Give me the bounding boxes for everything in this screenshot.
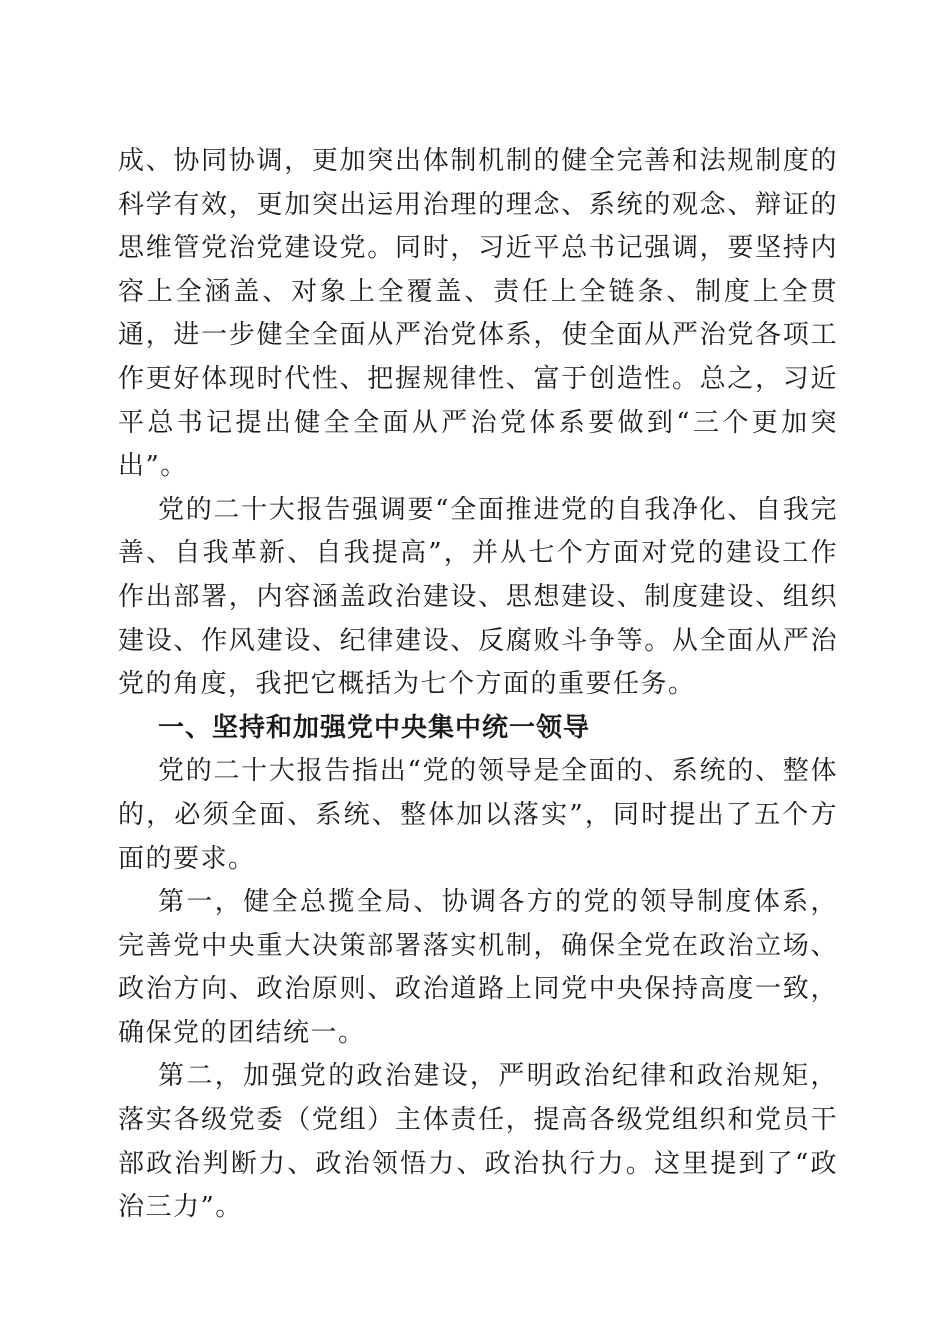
paragraph-continuation: 成、协同协调，更加突出体制机制的健全完善和法规制度的科学有效，更加突出运用治理的理念、系统的观念、辩证的思维管党治党建设党。同时，习近平总书记强调，要坚持内容上全涵盖、对象上全覆盖、责任上全链条、制度上全贯通，进一步健全全面从严治党体系，使全面从严治党各项工作更好体现时代性、把握规律性、富于创造性。总之，习近平总书记提出健全全面从严治党体系要做到“三个更加突出”。 — [118, 146, 838, 482]
paragraph-leadership-intro: 党的二十大报告指出“党的领导是全面的、系统的、整体的，必须全面、系统、整体加以落实”，同时提出了五个方面的要求。 — [118, 756, 838, 874]
paragraph-report-summary: 党的二十大报告强调要“全面推进党的自我净化、自我完善、自我革新、自我提高”，并从七个方面对党的建设工作作出部署，内容涵盖政治建设、思想建设、制度建设、组织建设、作风建设、纪律建设、反腐败斗争等。从全面从严治党的角度，我把它概括为七个方面的重要任务。 — [118, 494, 838, 700]
document-body — [118, 140, 838, 1230]
paragraph-second-requirement: 第二，加强党的政治建设，严明政治纪律和政治规矩，落实各级党委（党组）主体责任，提高各级党组织和党员干部政治判断力、政治领悟力、政治执行力。这里提到了“政治三力”。 — [118, 1061, 838, 1223]
section-heading: 一、坚持和加强党中央集中统一领导 — [158, 712, 591, 743]
paragraph-first-requirement: 第一，健全总揽全局、协调各方的党的领导制度体系，完善党中央重大决策部署落实机制，确保全党在政治立场、政治方向、政治原则、政治道路上同党中央保持高度一致，确保党的团结统一。 — [118, 887, 838, 1048]
